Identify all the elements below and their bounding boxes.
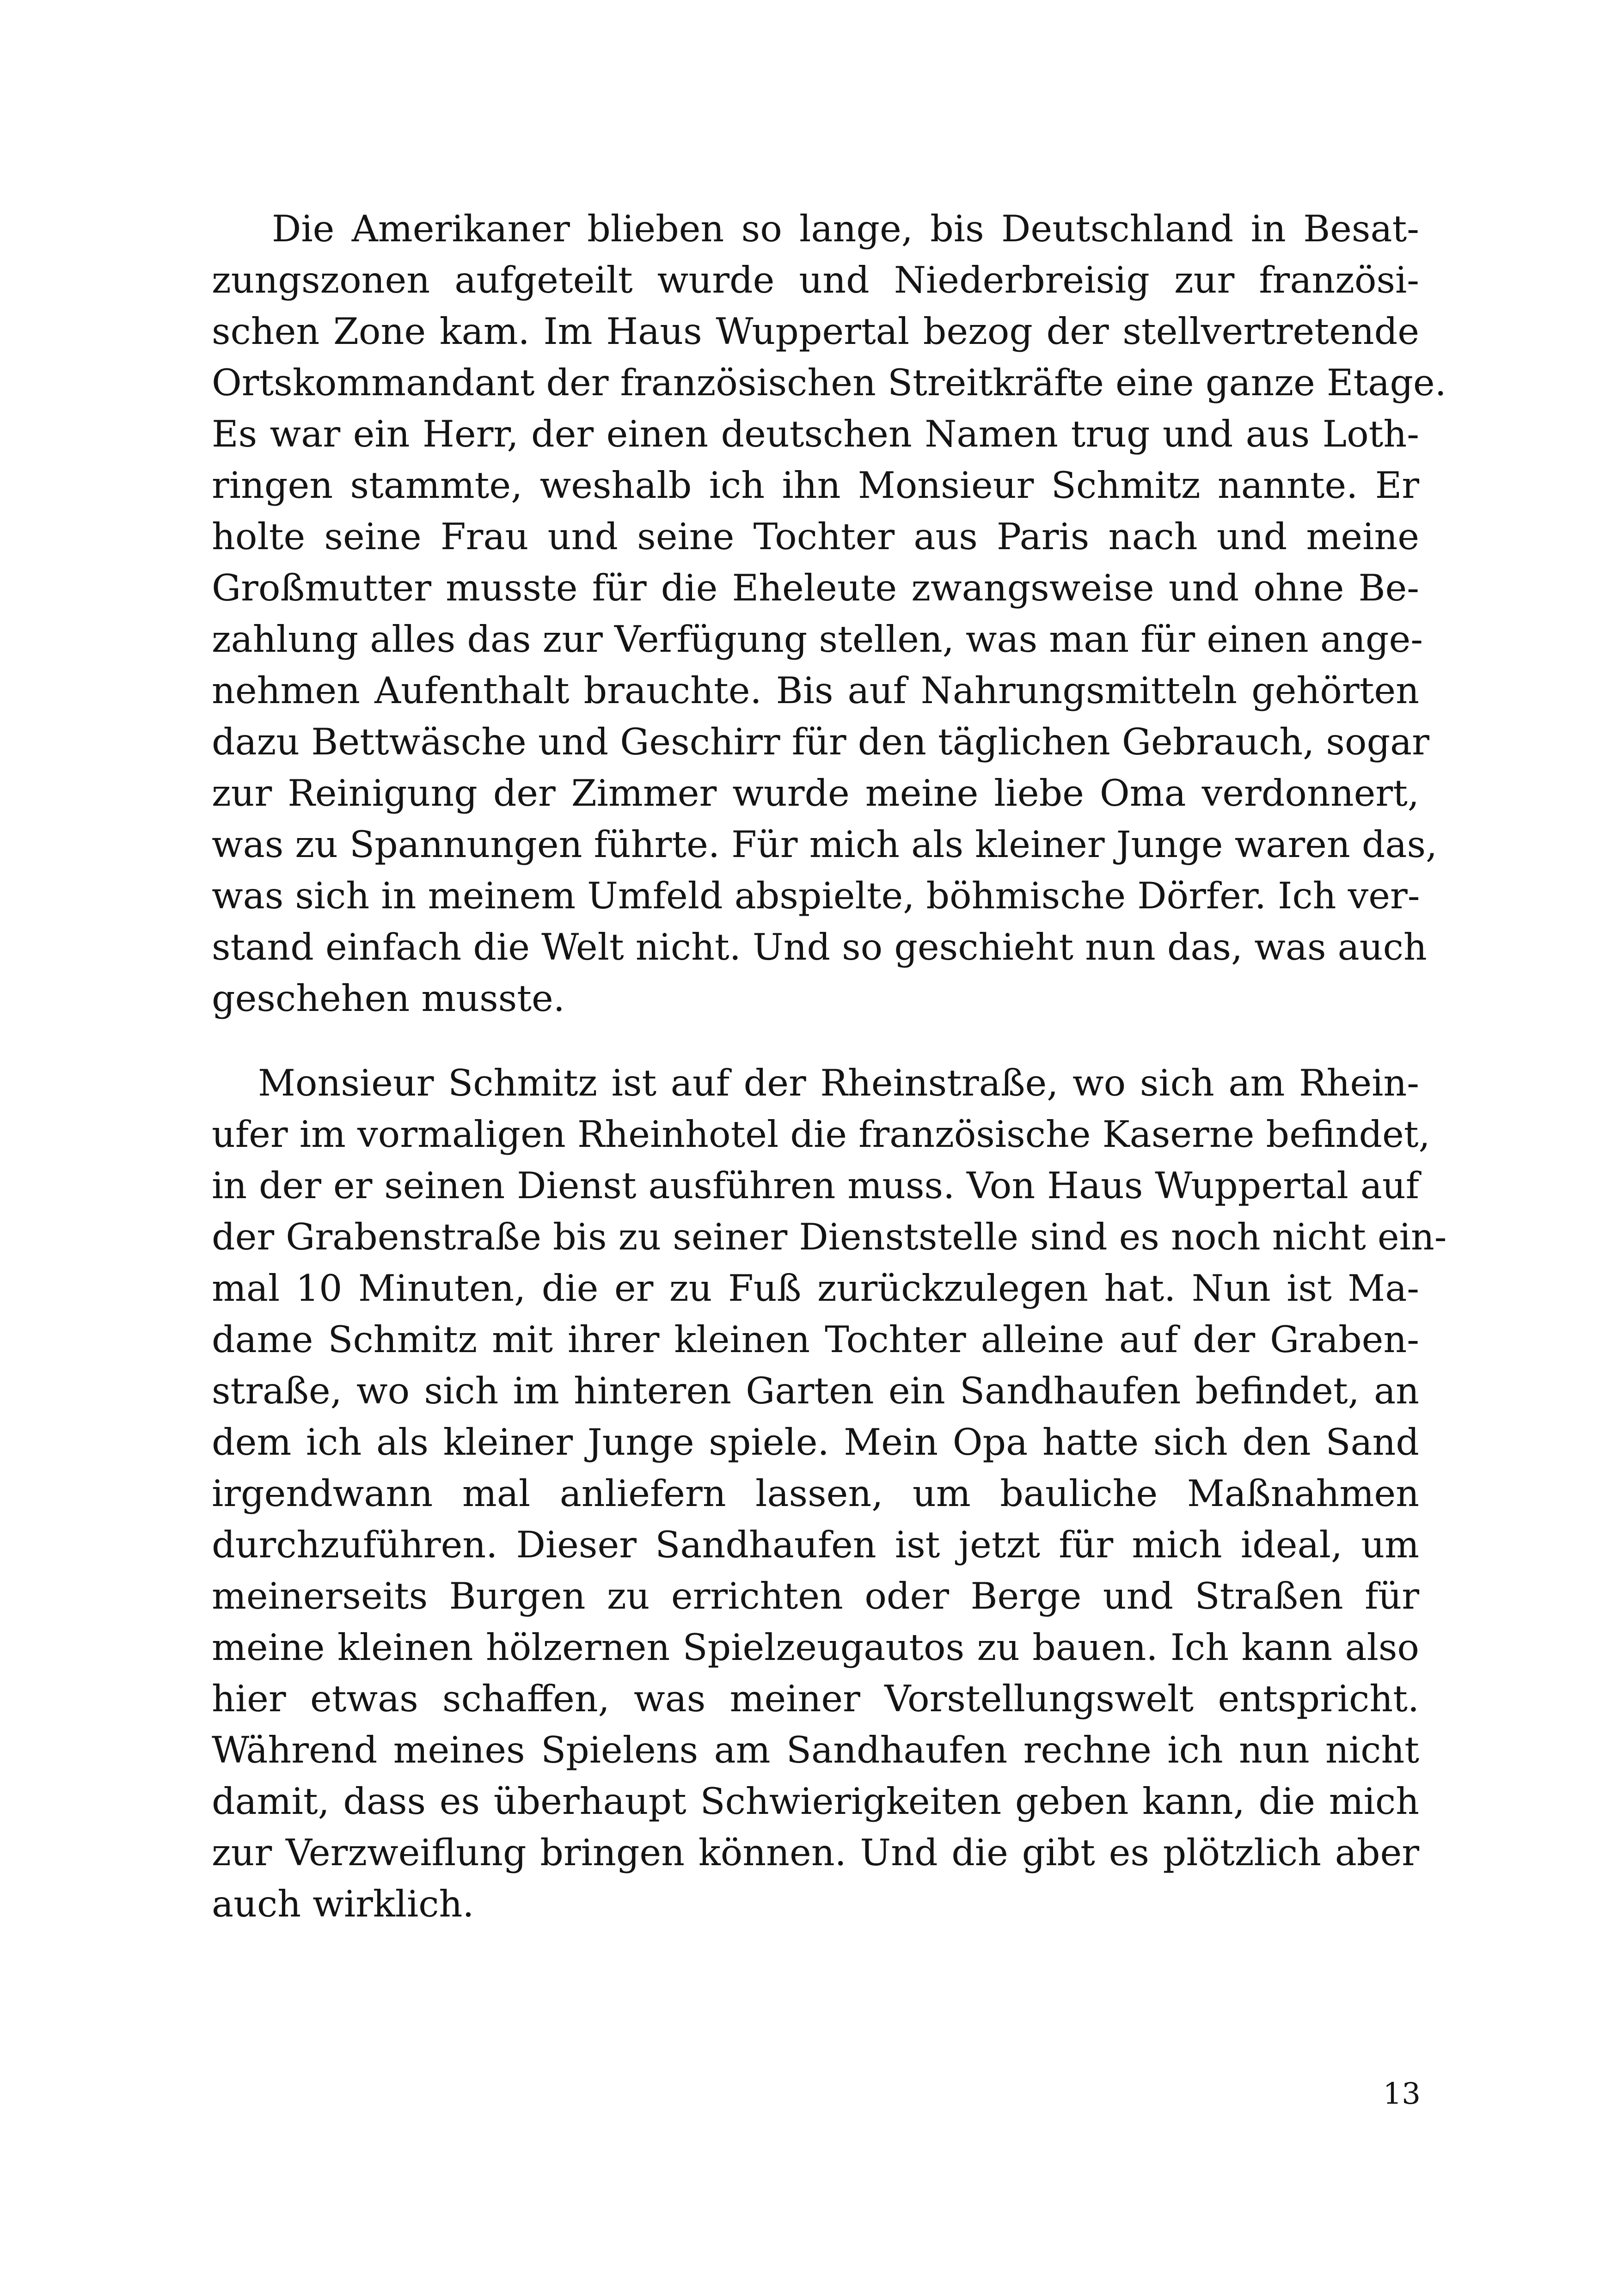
text-line: dame Schmitz mit ihrer kleinen Tochter alleine auf der Graben- <box>212 1318 1419 1361</box>
text-line: Die Amerikaner blieben so lange, bis Deutschland in Besat- <box>272 208 1419 250</box>
paragraph-1 <box>212 203 1446 1024</box>
text-line: nehmen Aufenthalt brauchte. Bis auf Nahrungsmitteln gehörten <box>212 669 1419 712</box>
text-line: mal 10 Minuten, die er zu Fuß zurückzulegen hat. Nun ist Ma- <box>212 1267 1419 1310</box>
text-line: in der er seinen Dienst ausführen muss. Von Haus Wuppertal auf <box>212 1164 1419 1207</box>
text-line: hier etwas schaffen, was meiner Vorstellungswelt entspricht. <box>212 1678 1419 1720</box>
text-line: Großmutter musste für die Eheleute zwangsweise und ohne Be- <box>212 567 1419 609</box>
text-line: geschehen musste. <box>212 977 565 1020</box>
text-line: Es war ein Herr, der einen deutschen Namen trug und aus Loth- <box>212 413 1419 455</box>
text-line: durchzuführen. Dieser Sandhaufen ist jetzt für mich ideal, um <box>212 1524 1419 1566</box>
text-line: straße, wo sich im hinteren Garten ein Sandhaufen befindet, an <box>212 1370 1419 1412</box>
text-line: ringen stammte, weshalb ich ihn Monsieur Schmitz nannte. Er <box>212 464 1419 507</box>
text-line: dazu Bettwäsche und Geschirr für den täglichen Gebrauch, sogar <box>212 721 1429 763</box>
text-line: Ortskommandant der französischen Streitkräfte eine ganze Etage. <box>212 361 1446 404</box>
text-line: stand einfach die Welt nicht. Und so geschieht nun das, was auch <box>212 926 1427 968</box>
text-line: meinerseits Burgen zu errichten oder Berge und Straßen für <box>212 1575 1419 1617</box>
paragraph-2 <box>212 1058 1447 1930</box>
text-line: irgendwann mal anliefern lassen, um bauliche Maßnahmen <box>212 1472 1419 1515</box>
text-line: damit, dass es überhaupt Schwierigkeiten geben kann, die mich <box>212 1780 1419 1823</box>
body-text <box>212 203 1447 1930</box>
text-line: ufer im vormaligen Rheinhotel die französische Kaserne befindet, <box>212 1113 1430 1156</box>
text-line: meine kleinen hölzernen Spielzeugautos zu bauen. Ich kann also <box>212 1626 1419 1669</box>
text-line: zungszonen aufgeteilt wurde und Niederbreisig zur französi- <box>212 259 1419 301</box>
text-line: zur Reinigung der Zimmer wurde meine liebe Oma verdonnert, <box>212 772 1419 814</box>
paragraph-spacer <box>212 1024 1419 1058</box>
text-line: der Grabenstraße bis zu seiner Dienststelle sind es noch nicht ein- <box>212 1216 1447 1258</box>
page-number: 13 <box>1383 2077 1421 2111</box>
text-line: was sich in meinem Umfeld abspielte, böhmische Dörfer. Ich ver- <box>212 875 1420 917</box>
text-line: auch wirklich. <box>212 1883 474 1925</box>
text-line: holte seine Frau und seine Tochter aus Paris nach und meine <box>212 515 1419 558</box>
text-line: schen Zone kam. Im Haus Wuppertal bezog der stellvertretende <box>212 310 1419 353</box>
text-line: Während meines Spielens am Sandhaufen rechne ich nun nicht <box>212 1729 1419 1771</box>
text-line: zahlung alles das zur Verfügung stellen, was man für einen ange- <box>212 618 1423 661</box>
text-line: Monsieur Schmitz ist auf der Rheinstraße, wo sich am Rhein- <box>258 1062 1419 1104</box>
text-line: zur Verzweiflung bringen können. Und die gibt es plötzlich aber <box>212 1831 1419 1874</box>
text-line: dem ich als kleiner Junge spiele. Mein Opa hatte sich den Sand <box>212 1421 1419 1463</box>
text-line: was zu Spannungen führte. Für mich als kleiner Junge waren das, <box>212 823 1438 866</box>
